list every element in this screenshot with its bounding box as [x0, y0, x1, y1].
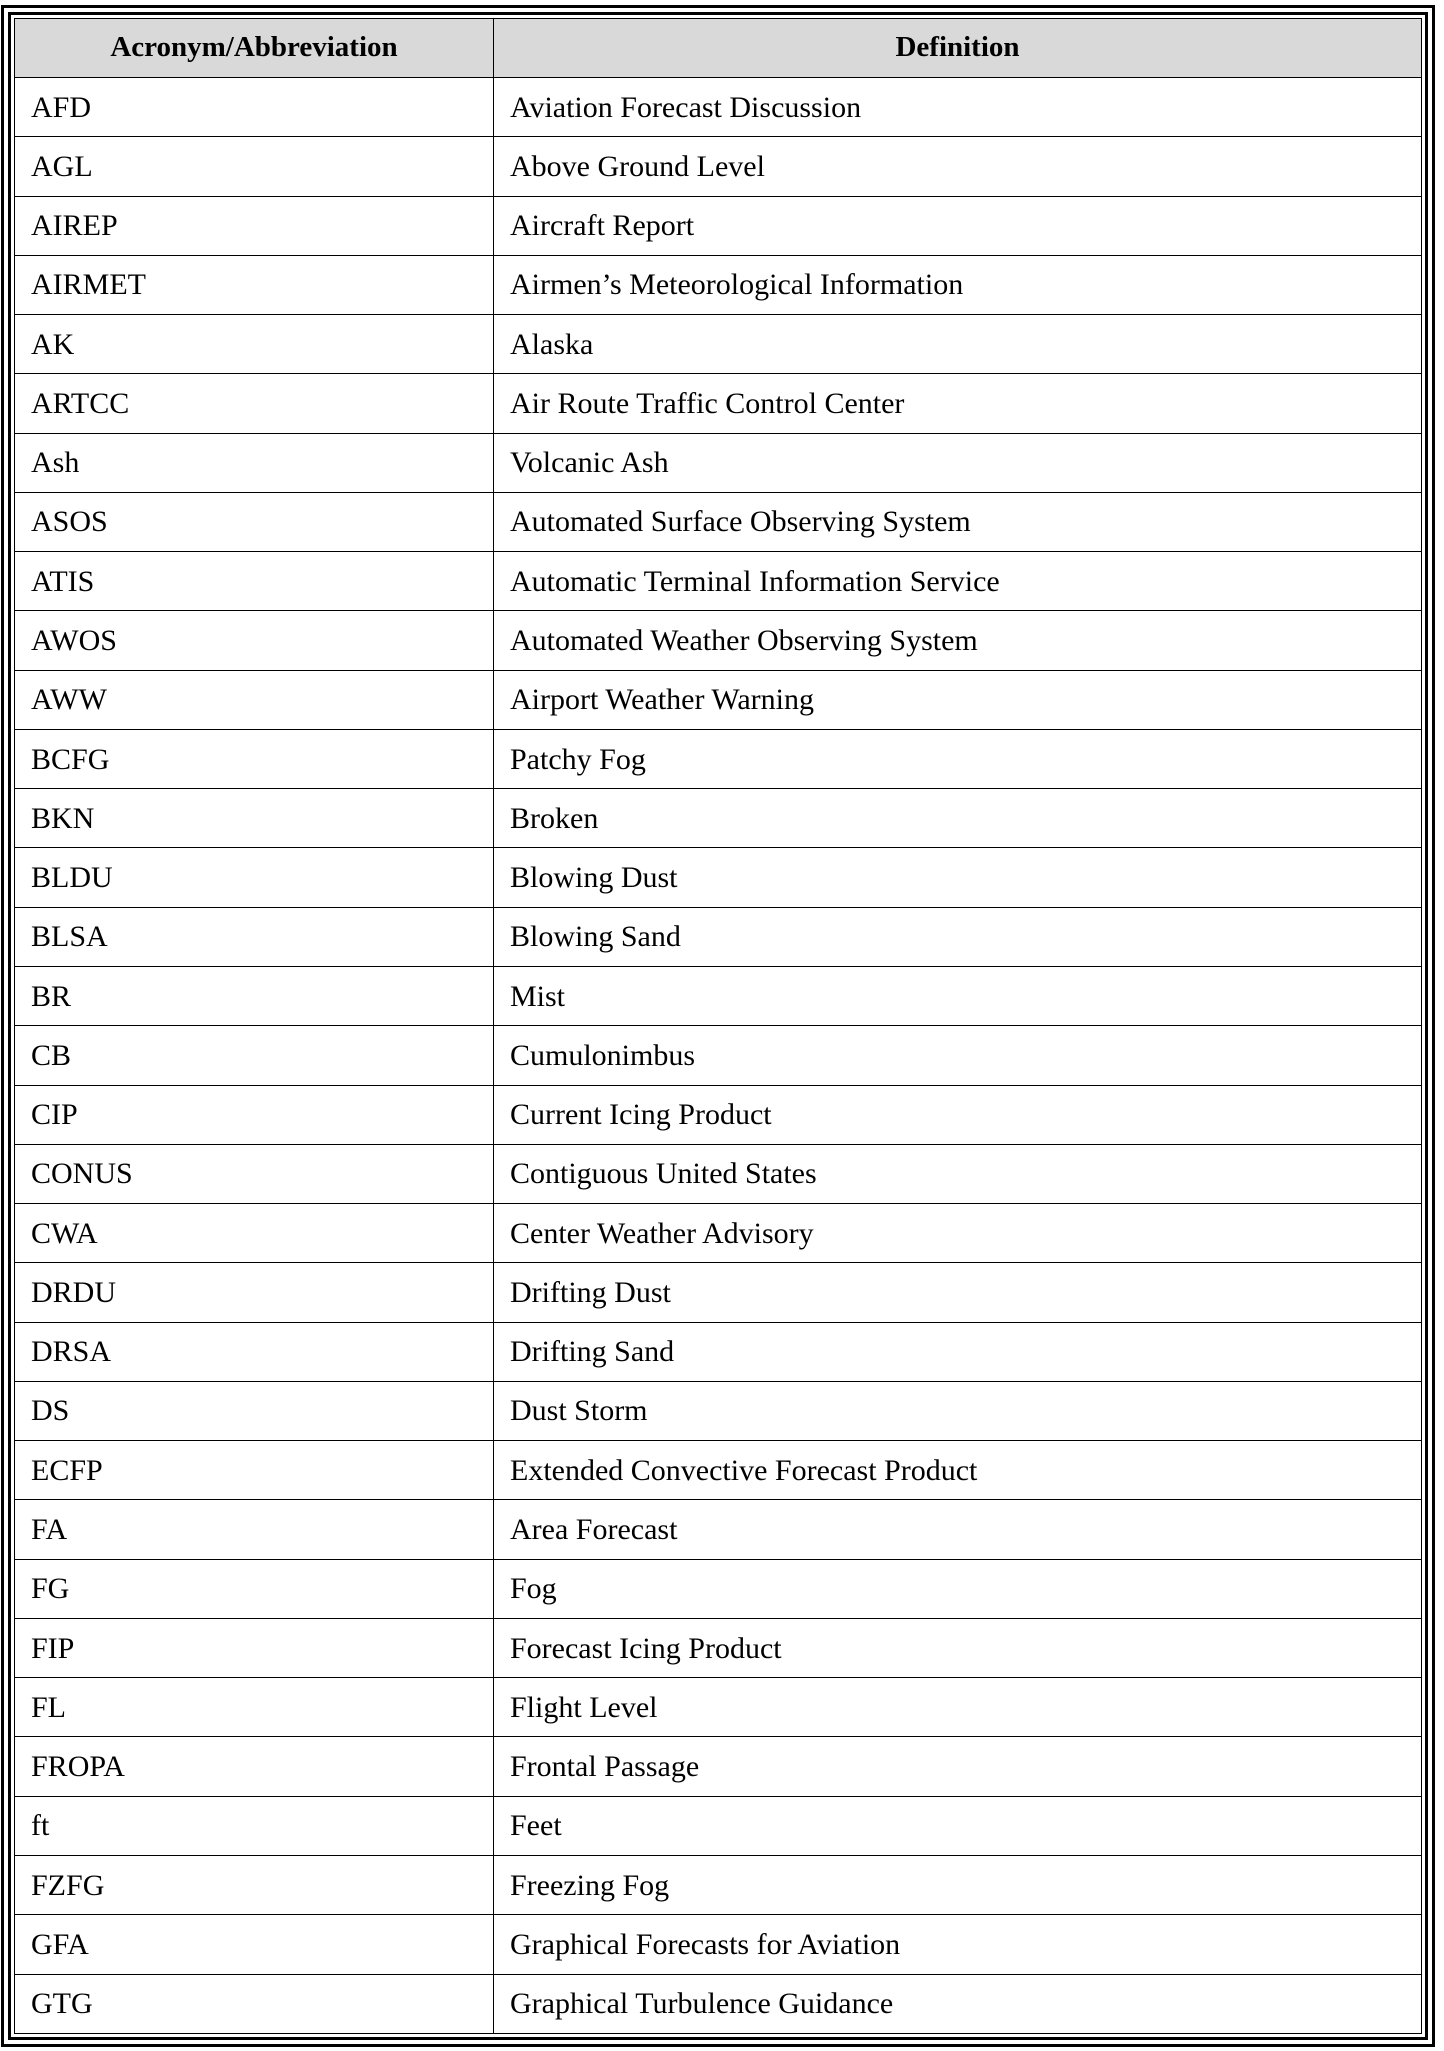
table-row — [15, 1322, 1422, 1381]
acronym-cell: AK — [15, 315, 494, 374]
acronym-cell: AWOS — [15, 611, 494, 670]
acronym-cell: BLDU — [15, 848, 494, 907]
acronym-cell: BKN — [15, 789, 494, 848]
table-row — [15, 1263, 1422, 1322]
table-row — [15, 966, 1422, 1025]
definition-cell: Center Weather Advisory — [494, 1204, 1422, 1263]
definition-cell: Freezing Fog — [494, 1855, 1422, 1914]
acronym-cell: AGL — [15, 137, 494, 196]
acronym-cell: AIRMET — [15, 255, 494, 314]
table-row — [15, 196, 1422, 255]
definition-column-header: Definition — [494, 19, 1422, 78]
table-row — [15, 848, 1422, 907]
acronym-cell: BLSA — [15, 907, 494, 966]
acronym-cell: AFD — [15, 78, 494, 137]
table-row — [15, 1796, 1422, 1855]
table-row — [15, 1144, 1422, 1203]
table-row — [15, 1915, 1422, 1974]
table-row — [15, 552, 1422, 611]
definition-cell: Feet — [494, 1796, 1422, 1855]
definition-cell: Automated Weather Observing System — [494, 611, 1422, 670]
definition-cell: Frontal Passage — [494, 1737, 1422, 1796]
table-row — [15, 1441, 1422, 1500]
table-row — [15, 670, 1422, 729]
definition-cell: Area Forecast — [494, 1500, 1422, 1559]
table-row — [15, 1085, 1422, 1144]
acronym-cell: GTG — [15, 1974, 494, 2034]
table-row — [15, 1559, 1422, 1618]
table-row — [15, 315, 1422, 374]
definition-cell: Graphical Forecasts for Aviation — [494, 1915, 1422, 1974]
acronym-cell: AWW — [15, 670, 494, 729]
acronym-cell: ASOS — [15, 492, 494, 551]
definition-cell: Current Icing Product — [494, 1085, 1422, 1144]
acronym-cell: FL — [15, 1678, 494, 1737]
acronym-cell: Ash — [15, 433, 494, 492]
table-row — [15, 1618, 1422, 1677]
table-row — [15, 433, 1422, 492]
table-row — [15, 789, 1422, 848]
acronym-cell: GFA — [15, 1915, 494, 1974]
definition-cell: Flight Level — [494, 1678, 1422, 1737]
acronym-cell: AIREP — [15, 196, 494, 255]
definition-cell: Blowing Sand — [494, 907, 1422, 966]
acronym-cell: DRSA — [15, 1322, 494, 1381]
acronym-cell: DS — [15, 1381, 494, 1440]
definition-cell: Blowing Dust — [494, 848, 1422, 907]
acronym-table — [14, 18, 1422, 2034]
acronym-cell: FZFG — [15, 1855, 494, 1914]
table-row — [15, 255, 1422, 314]
table-header-row — [15, 19, 1422, 78]
definition-cell: Cumulonimbus — [494, 1026, 1422, 1085]
acronym-cell: CWA — [15, 1204, 494, 1263]
table-row — [15, 137, 1422, 196]
definition-cell: Extended Convective Forecast Product — [494, 1441, 1422, 1500]
table-body — [15, 78, 1422, 2034]
acronym-cell: CONUS — [15, 1144, 494, 1203]
definition-cell: Volcanic Ash — [494, 433, 1422, 492]
table-row — [15, 1737, 1422, 1796]
table-row — [15, 1500, 1422, 1559]
definition-cell: Mist — [494, 966, 1422, 1025]
definition-cell: Drifting Sand — [494, 1322, 1422, 1381]
table-row — [15, 1026, 1422, 1085]
acronym-cell: CB — [15, 1026, 494, 1085]
acronym-cell: ECFP — [15, 1441, 494, 1500]
table-row — [15, 78, 1422, 137]
definition-cell: Automated Surface Observing System — [494, 492, 1422, 551]
table-row — [15, 729, 1422, 788]
acronym-cell: FROPA — [15, 1737, 494, 1796]
acronym-cell: CIP — [15, 1085, 494, 1144]
definition-cell: Patchy Fog — [494, 729, 1422, 788]
definition-cell: Airport Weather Warning — [494, 670, 1422, 729]
table-row — [15, 1204, 1422, 1263]
acronym-cell: FIP — [15, 1618, 494, 1677]
definition-cell: Aircraft Report — [494, 196, 1422, 255]
table-row — [15, 1381, 1422, 1440]
table-row — [15, 907, 1422, 966]
table-row — [15, 1678, 1422, 1737]
definition-cell: Above Ground Level — [494, 137, 1422, 196]
definition-cell: Aviation Forecast Discussion — [494, 78, 1422, 137]
definition-cell: Alaska — [494, 315, 1422, 374]
acronym-cell: DRDU — [15, 1263, 494, 1322]
table-row — [15, 611, 1422, 670]
definition-cell: Forecast Icing Product — [494, 1618, 1422, 1677]
definition-cell: Graphical Turbulence Guidance — [494, 1974, 1422, 2034]
table-row — [15, 374, 1422, 433]
definition-cell: Drifting Dust — [494, 1263, 1422, 1322]
acronym-cell: BR — [15, 966, 494, 1025]
table-row — [15, 1974, 1422, 2034]
definition-cell: Automatic Terminal Information Service — [494, 552, 1422, 611]
acronym-cell: ft — [15, 1796, 494, 1855]
acronym-table-frame — [1, 5, 1435, 2047]
acronym-cell: ARTCC — [15, 374, 494, 433]
acronym-cell: BCFG — [15, 729, 494, 788]
definition-cell: Broken — [494, 789, 1422, 848]
acronym-column-header: Acronym/Abbreviation — [15, 19, 494, 78]
definition-cell: Airmen’s Meteorological Information — [494, 255, 1422, 314]
acronym-cell: FA — [15, 1500, 494, 1559]
acronym-cell: ATIS — [15, 552, 494, 611]
definition-cell: Fog — [494, 1559, 1422, 1618]
acronym-cell: FG — [15, 1559, 494, 1618]
table-row — [15, 1855, 1422, 1914]
definition-cell: Contiguous United States — [494, 1144, 1422, 1203]
acronym-table-inner-border — [8, 12, 1428, 2040]
definition-cell: Dust Storm — [494, 1381, 1422, 1440]
table-row — [15, 492, 1422, 551]
definition-cell: Air Route Traffic Control Center — [494, 374, 1422, 433]
